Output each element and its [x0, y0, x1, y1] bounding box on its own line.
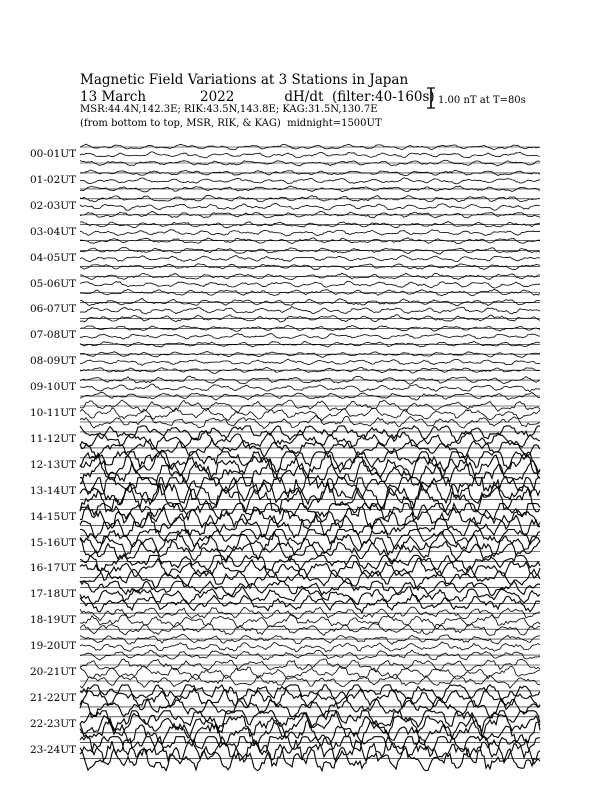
trace-rik: [80, 359, 540, 365]
quantity-label: dH/dt: [284, 89, 324, 105]
trace-rik: [80, 281, 540, 288]
chart-subtitle: [80, 89, 435, 105]
row-label: 18-19UT: [30, 614, 77, 627]
row-label: 20-21UT: [30, 666, 77, 678]
trace-kag: [80, 298, 540, 305]
row-label: 04-05UT: [30, 251, 77, 264]
row-label: 14-15UT: [30, 510, 77, 523]
year-label: 2022: [200, 89, 235, 105]
trace-rik: [80, 255, 540, 261]
scale-label: 1.00 nT at T=80s: [438, 95, 526, 106]
trace-rik: [80, 688, 540, 709]
order-note: (from bottom to top, MSR, RIK, & KAG): [80, 118, 281, 129]
row-label: 23-24UT: [30, 743, 77, 756]
trace-msr: [80, 622, 540, 635]
row-label: 02-03UT: [30, 199, 77, 212]
trace-rik: [80, 430, 540, 449]
row-label: 13-14UT: [30, 484, 77, 497]
trace-kag: [80, 711, 540, 732]
row-label: 01-02UT: [30, 173, 77, 186]
row-label: 21-22UT: [30, 691, 77, 704]
row-label: 19-20UT: [30, 640, 77, 653]
row-label: 07-08UT: [30, 329, 77, 342]
row-label: 10-11UT: [30, 407, 77, 419]
trace-rik: [80, 204, 540, 211]
row-label: 09-10UT: [30, 381, 77, 394]
row-label: 15-16UT: [30, 536, 77, 549]
row-label: 16-17UT: [30, 562, 77, 575]
trace-rik: [80, 408, 540, 421]
row-label: 08-09UT: [30, 355, 77, 368]
trace-rik: [80, 178, 540, 184]
trace-rik: [80, 230, 540, 236]
trace-rik: [80, 642, 540, 652]
trace-rik: [80, 384, 540, 392]
row-label: 12-13UT: [30, 458, 77, 471]
trace-rik: [80, 306, 540, 314]
order-note-line: [80, 118, 382, 129]
row-label: 22-23UT: [30, 717, 77, 730]
row-label: 11-12UT: [30, 432, 77, 445]
trace-rik: [80, 152, 540, 158]
row-label: 17-18UT: [30, 588, 77, 601]
row-label: 00-01UT: [30, 148, 77, 160]
row-label: 05-06UT: [30, 277, 77, 290]
chart-title: Magnetic Field Variations at 3 Stations in Japan: [80, 72, 409, 88]
filter-label: (filter:40-160s): [331, 89, 435, 105]
date-label: 13 March: [80, 89, 147, 105]
trace-msr: [80, 439, 540, 458]
trace-msr: [80, 741, 540, 771]
trace-rik: [80, 334, 540, 340]
trace-rik: [80, 666, 540, 680]
row-label: 03-04UT: [30, 225, 77, 238]
midnight-note: midnight=1500UT: [287, 118, 382, 129]
row-label: 06-07UT: [30, 303, 77, 316]
trace-kag: [80, 607, 540, 621]
stations-line: MSR:44.4N,142.3E; RIK:43.5N,143.8E; KAG:31.5N,130.7E: [80, 104, 378, 115]
trace-msr: [80, 460, 540, 486]
